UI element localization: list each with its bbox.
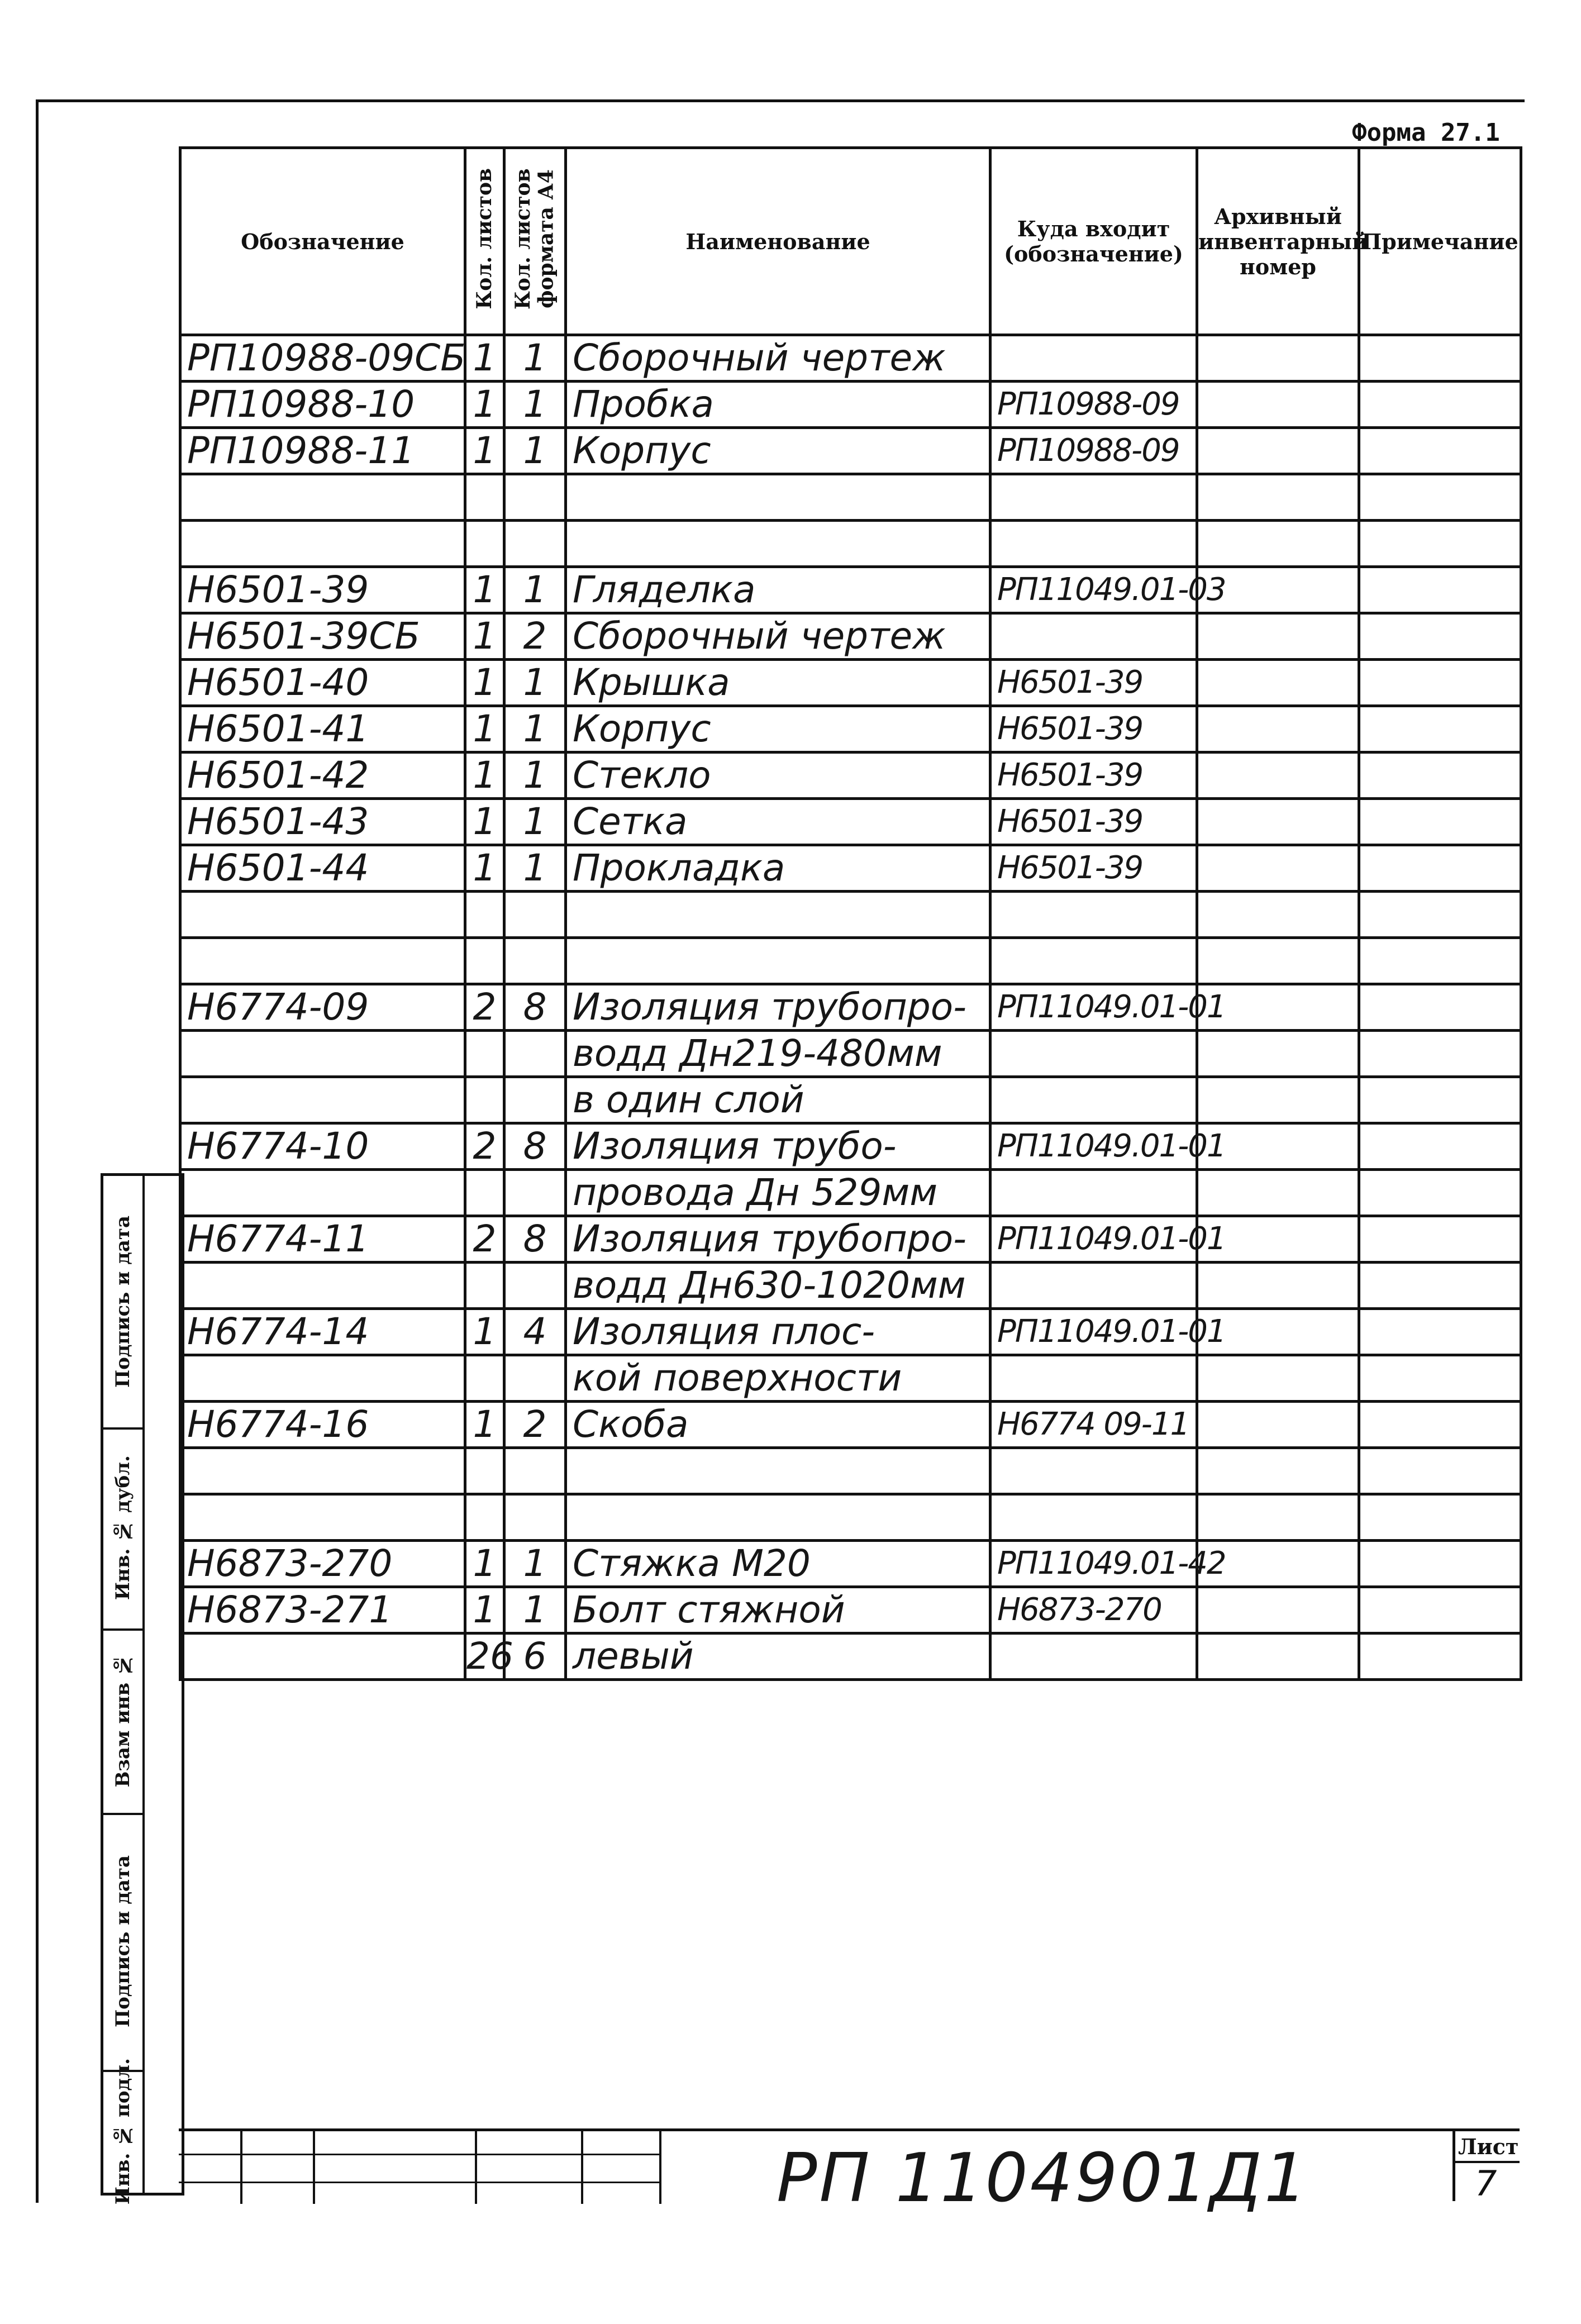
cell-name: Сетка <box>566 799 990 845</box>
cell-name: водд Дн630-1020мм <box>566 1263 990 1309</box>
cell-sheets <box>465 1494 504 1541</box>
cell-note <box>1359 1309 1521 1355</box>
cell-a4: 1 <box>504 1587 566 1634</box>
cell-used-in <box>990 892 1197 938</box>
cell-used-in: Н6501-39 <box>990 706 1197 753</box>
cell-archive <box>1197 382 1359 428</box>
cell-used-in: Н6501-39 <box>990 845 1197 892</box>
cell-name <box>566 521 990 567</box>
cell-designation <box>180 521 465 567</box>
table-row <box>180 660 1521 706</box>
cell-a4: 6 <box>504 1634 566 1680</box>
cell-a4: 1 <box>504 753 566 799</box>
cell-designation: Н6873-270 <box>180 1541 465 1587</box>
cell-designation: РП10988-10 <box>180 382 465 428</box>
table-row <box>180 799 1521 845</box>
cell-a4 <box>504 1170 566 1216</box>
cell-used-in <box>990 1355 1197 1402</box>
left-sidebar-stamp <box>101 1173 184 2205</box>
cell-archive <box>1197 474 1359 521</box>
cell-name: Прокладка <box>566 845 990 892</box>
cell-archive <box>1197 1494 1359 1541</box>
table-row <box>180 706 1521 753</box>
header-a4: Кол. листов формата А4 <box>504 148 566 335</box>
cell-designation: Н6501-42 <box>180 753 465 799</box>
cell-sheets: 1 <box>465 1402 504 1448</box>
cell-archive <box>1197 1587 1359 1634</box>
cell-note <box>1359 1031 1521 1077</box>
cell-sheets <box>465 892 504 938</box>
table-row <box>180 1355 1521 1402</box>
cell-designation <box>180 938 465 984</box>
cell-name: левый <box>566 1634 990 1680</box>
cell-a4 <box>504 474 566 521</box>
table-row <box>180 1402 1521 1448</box>
cell-archive <box>1197 845 1359 892</box>
sidebar-orig-inv: Инв. № подл. <box>112 2058 134 2205</box>
cell-designation: РП10988-09СБ <box>180 335 465 382</box>
table-row <box>180 1541 1521 1587</box>
cell-sheets: 1 <box>465 1587 504 1634</box>
title-block-divider <box>659 2131 661 2204</box>
cell-archive <box>1197 706 1359 753</box>
cell-archive <box>1197 1355 1359 1402</box>
sheet-label: Лист <box>1458 2134 1519 2159</box>
cell-used-in <box>990 1077 1197 1123</box>
cell-archive <box>1197 753 1359 799</box>
table-header-row <box>180 148 1521 335</box>
title-block-rule <box>179 2182 659 2183</box>
table-row <box>180 335 1521 382</box>
table-row <box>180 1077 1521 1123</box>
cell-a4: 8 <box>504 1216 566 1263</box>
cell-sheets: 26 <box>465 1634 504 1680</box>
cell-name: водд Дн219-480мм <box>566 1031 990 1077</box>
cell-designation <box>180 892 465 938</box>
cell-designation: Н6501-41 <box>180 706 465 753</box>
cell-archive <box>1197 799 1359 845</box>
cell-archive <box>1197 1170 1359 1216</box>
cell-archive <box>1197 521 1359 567</box>
cell-used-in: Н6774 09-11 <box>990 1402 1197 1448</box>
cell-used-in <box>990 1634 1197 1680</box>
cell-used-in: Н6501-39 <box>990 753 1197 799</box>
cell-note <box>1359 845 1521 892</box>
cell-a4: 1 <box>504 428 566 474</box>
cell-a4 <box>504 1031 566 1077</box>
cell-sheets: 1 <box>465 428 504 474</box>
cell-archive <box>1197 938 1359 984</box>
cell-a4: 1 <box>504 799 566 845</box>
cell-sheets: 1 <box>465 799 504 845</box>
header-archive: Архивный инвентарный номер <box>1197 148 1359 335</box>
table-row <box>180 1587 1521 1634</box>
cell-note <box>1359 1355 1521 1402</box>
cell-note <box>1359 660 1521 706</box>
cell-name: Болт стяжной <box>566 1587 990 1634</box>
cell-used-in: РП11049.01-01 <box>990 1309 1197 1355</box>
cell-sheets <box>465 938 504 984</box>
table-row <box>180 428 1521 474</box>
table-row <box>180 1494 1521 1541</box>
cell-note <box>1359 428 1521 474</box>
cell-sheets: 1 <box>465 382 504 428</box>
cell-a4: 2 <box>504 613 566 660</box>
cell-a4: 8 <box>504 984 566 1031</box>
table-row <box>180 382 1521 428</box>
cell-note <box>1359 1634 1521 1680</box>
table-row <box>180 1634 1521 1680</box>
cell-sheets: 1 <box>465 845 504 892</box>
cell-archive <box>1197 1077 1359 1123</box>
cell-sheets: 1 <box>465 613 504 660</box>
cell-archive <box>1197 1402 1359 1448</box>
cell-name: провода Дн 529мм <box>566 1170 990 1216</box>
table-row <box>180 1216 1521 1263</box>
cell-sheets <box>465 1077 504 1123</box>
cell-a4 <box>504 938 566 984</box>
table-row <box>180 753 1521 799</box>
table-row <box>180 1448 1521 1494</box>
cell-note <box>1359 753 1521 799</box>
cell-used-in <box>990 1031 1197 1077</box>
cell-designation: Н6774-16 <box>180 1402 465 1448</box>
cell-sheets: 1 <box>465 753 504 799</box>
header-name: Наименование <box>566 148 990 335</box>
cell-used-in: РП11049.01-42 <box>990 1541 1197 1587</box>
cell-used-in: Н6501-39 <box>990 799 1197 845</box>
cell-used-in: РП11049.01-01 <box>990 1123 1197 1170</box>
cell-note <box>1359 799 1521 845</box>
cell-designation: РП10988-11 <box>180 428 465 474</box>
cell-name <box>566 938 990 984</box>
sidebar-value-column <box>142 1176 145 2193</box>
cell-a4: 8 <box>504 1123 566 1170</box>
cell-a4 <box>504 1448 566 1494</box>
cell-sheets <box>465 1170 504 1216</box>
table-row <box>180 845 1521 892</box>
cell-name: Гляделка <box>566 567 990 613</box>
cell-note <box>1359 938 1521 984</box>
cell-note <box>1359 1448 1521 1494</box>
cell-name: Корпус <box>566 428 990 474</box>
cell-designation: Н6501-39 <box>180 567 465 613</box>
cell-archive <box>1197 1263 1359 1309</box>
cell-name <box>566 1448 990 1494</box>
cell-name: Изоляция трубопро- <box>566 984 990 1031</box>
cell-designation <box>180 1031 465 1077</box>
cell-name: Изоляция трубо- <box>566 1123 990 1170</box>
cell-designation <box>180 1355 465 1402</box>
document-designation: РП 1104901Д1 <box>777 2140 1309 2217</box>
cell-a4 <box>504 1355 566 1402</box>
cell-sheets: 1 <box>465 1309 504 1355</box>
cell-designation <box>180 1448 465 1494</box>
cell-note <box>1359 567 1521 613</box>
table-row <box>180 521 1521 567</box>
cell-a4 <box>504 1263 566 1309</box>
cell-sheets: 2 <box>465 1123 504 1170</box>
cell-name: Изоляция трубопро- <box>566 1216 990 1263</box>
specification-table <box>179 146 1522 1681</box>
cell-note <box>1359 1402 1521 1448</box>
sidebar-signature-date-2: Подпись и дата <box>103 1813 142 2072</box>
cell-designation <box>180 1634 465 1680</box>
cell-a4: 1 <box>504 1541 566 1587</box>
sidebar-dup-inv: Инв. № дубл. <box>103 1427 142 1631</box>
sheet-number: 7 <box>1475 2163 1497 2204</box>
cell-used-in: РП11049.01-01 <box>990 984 1197 1031</box>
cell-used-in <box>990 938 1197 984</box>
cell-designation <box>180 1170 465 1216</box>
cell-a4: 1 <box>504 660 566 706</box>
cell-name: Сборочный чертеж <box>566 335 990 382</box>
cell-used-in: РП11049.01-01 <box>990 1216 1197 1263</box>
cell-used-in <box>990 521 1197 567</box>
cell-sheets: 1 <box>465 335 504 382</box>
table-row <box>180 1309 1521 1355</box>
cell-designation <box>180 1494 465 1541</box>
table-row <box>180 938 1521 984</box>
cell-archive <box>1197 428 1359 474</box>
cell-used-in: Н6873-270 <box>990 1587 1197 1634</box>
cell-note <box>1359 1263 1521 1309</box>
cell-name: Скоба <box>566 1402 990 1448</box>
form-label: Форма 27.1 <box>1352 118 1500 147</box>
cell-designation <box>180 1077 465 1123</box>
cell-designation <box>180 1263 465 1309</box>
cell-a4: 1 <box>504 335 566 382</box>
cell-a4: 1 <box>504 845 566 892</box>
cell-sheets <box>465 1263 504 1309</box>
cell-note <box>1359 1123 1521 1170</box>
cell-a4 <box>504 521 566 567</box>
cell-a4 <box>504 1494 566 1541</box>
cell-sheets: 2 <box>465 1216 504 1263</box>
cell-used-in <box>990 1494 1197 1541</box>
header-sheets: Кол. листов <box>465 148 504 335</box>
cell-a4 <box>504 1077 566 1123</box>
cell-note <box>1359 1494 1521 1541</box>
cell-note <box>1359 1587 1521 1634</box>
cell-sheets: 1 <box>465 567 504 613</box>
cell-note <box>1359 706 1521 753</box>
title-block-divider <box>313 2131 315 2204</box>
cell-name: Изоляция плос- <box>566 1309 990 1355</box>
cell-name: Корпус <box>566 706 990 753</box>
cell-archive <box>1197 1634 1359 1680</box>
cell-designation: Н6873-271 <box>180 1587 465 1634</box>
cell-sheets: 1 <box>465 1541 504 1587</box>
cell-archive <box>1197 613 1359 660</box>
cell-designation: Н6501-44 <box>180 845 465 892</box>
cell-used-in <box>990 613 1197 660</box>
cell-name <box>566 892 990 938</box>
cell-name: Стекло <box>566 753 990 799</box>
table-row <box>180 567 1521 613</box>
header-used-in: Куда входит (обозначение) <box>990 148 1197 335</box>
cell-name: Крышка <box>566 660 990 706</box>
cell-designation: Н6774-10 <box>180 1123 465 1170</box>
cell-archive <box>1197 1031 1359 1077</box>
cell-note <box>1359 382 1521 428</box>
table-row <box>180 474 1521 521</box>
table-row <box>180 1031 1521 1077</box>
cell-designation: Н6774-14 <box>180 1309 465 1355</box>
cell-note <box>1359 1216 1521 1263</box>
sidebar-signature-date-1: Подпись и дата <box>103 1176 142 1430</box>
table-row <box>180 613 1521 660</box>
cell-sheets <box>465 474 504 521</box>
cell-a4: 2 <box>504 1402 566 1448</box>
header-note: Примечание <box>1359 148 1521 335</box>
cell-note <box>1359 1170 1521 1216</box>
cell-used-in: РП10988-09 <box>990 382 1197 428</box>
cell-designation: Н6774-09 <box>180 984 465 1031</box>
table-row <box>180 1170 1521 1216</box>
sidebar-replace-inv: Взам инв № <box>103 1628 142 1815</box>
cell-sheets <box>465 521 504 567</box>
cell-name: Стяжка М20 <box>566 1541 990 1587</box>
cell-used-in <box>990 1263 1197 1309</box>
cell-used-in <box>990 1448 1197 1494</box>
title-block-divider <box>240 2131 242 2204</box>
cell-a4: 1 <box>504 567 566 613</box>
cell-note <box>1359 1541 1521 1587</box>
cell-name <box>566 474 990 521</box>
cell-name: в один слой <box>566 1077 990 1123</box>
cell-used-in <box>990 1170 1197 1216</box>
cell-sheets: 1 <box>465 660 504 706</box>
cell-used-in: Н6501-39 <box>990 660 1197 706</box>
title-block-divider <box>581 2131 583 2204</box>
cell-archive <box>1197 335 1359 382</box>
cell-used-in: РП10988-09 <box>990 428 1197 474</box>
title-block-rule <box>179 2154 659 2155</box>
cell-designation: Н6774-11 <box>180 1216 465 1263</box>
cell-sheets <box>465 1031 504 1077</box>
cell-a4: 4 <box>504 1309 566 1355</box>
table-row <box>180 984 1521 1031</box>
cell-name: Пробка <box>566 382 990 428</box>
table-row <box>180 1263 1521 1309</box>
cell-used-in <box>990 474 1197 521</box>
cell-used-in <box>990 335 1197 382</box>
cell-note <box>1359 335 1521 382</box>
cell-name: кой поверхности <box>566 1355 990 1402</box>
cell-archive <box>1197 660 1359 706</box>
table-row <box>180 892 1521 938</box>
cell-designation: Н6501-39СБ <box>180 613 465 660</box>
cell-a4 <box>504 892 566 938</box>
title-block-divider <box>475 2131 477 2204</box>
cell-archive <box>1197 1448 1359 1494</box>
cell-designation: Н6501-40 <box>180 660 465 706</box>
cell-note <box>1359 613 1521 660</box>
cell-note <box>1359 892 1521 938</box>
cell-note <box>1359 984 1521 1031</box>
cell-a4: 1 <box>504 382 566 428</box>
cell-designation: Н6501-43 <box>180 799 465 845</box>
cell-used-in: РП11049.01-03 <box>990 567 1197 613</box>
cell-sheets <box>465 1448 504 1494</box>
cell-archive <box>1197 892 1359 938</box>
cell-name: Сборочный чертеж <box>566 613 990 660</box>
cell-name <box>566 1494 990 1541</box>
cell-sheets: 2 <box>465 984 504 1031</box>
cell-note <box>1359 1077 1521 1123</box>
cell-sheets <box>465 1355 504 1402</box>
cell-note <box>1359 521 1521 567</box>
header-designation: Обозначение <box>180 148 465 335</box>
cell-designation <box>180 474 465 521</box>
cell-note <box>1359 474 1521 521</box>
table-row <box>180 1123 1521 1170</box>
cell-a4: 1 <box>504 706 566 753</box>
cell-sheets: 1 <box>465 706 504 753</box>
